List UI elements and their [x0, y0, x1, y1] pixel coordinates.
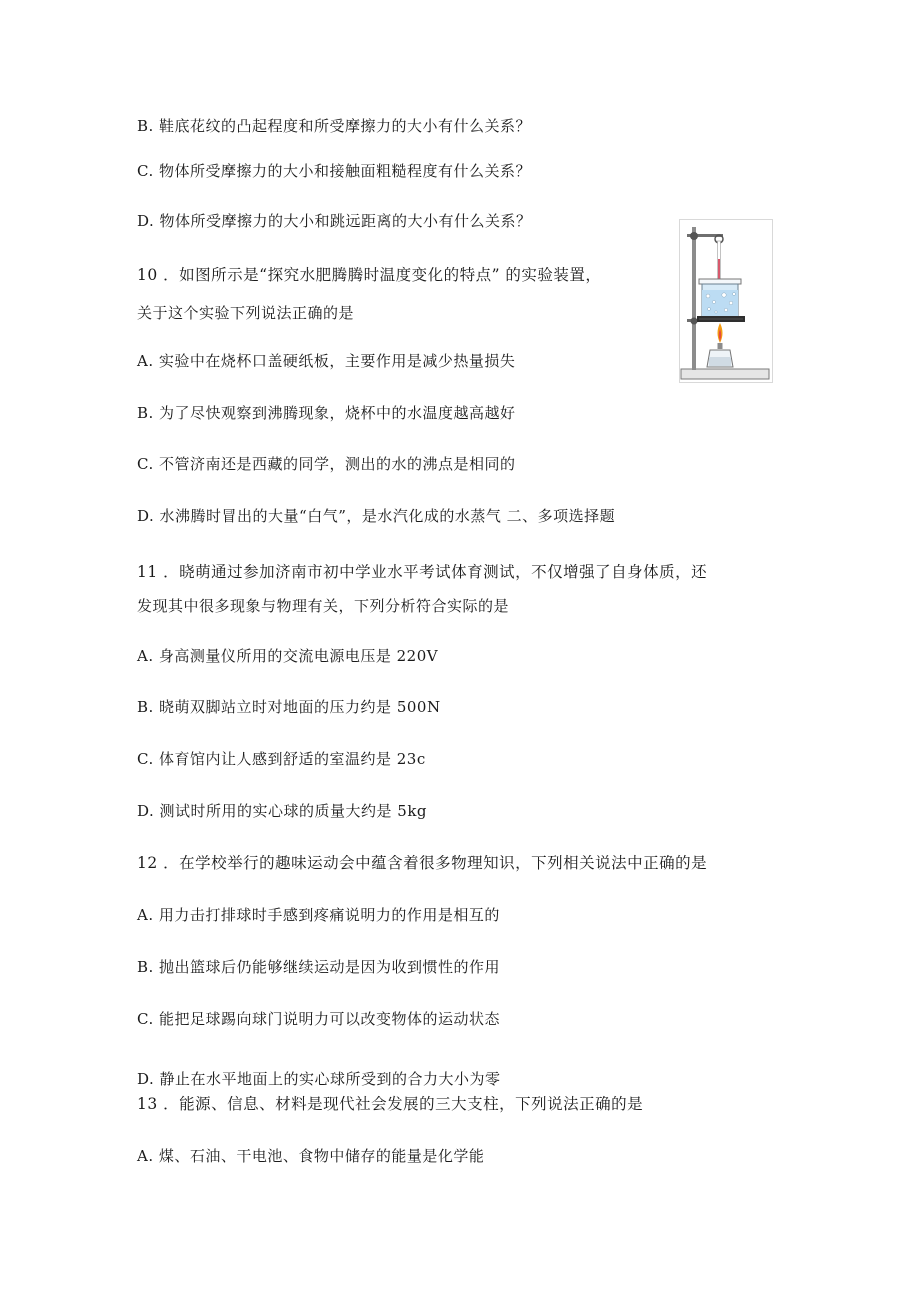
- q9-option-c: C. 物体所受摩擦力的大小和接触面粗糙程度有什么关系？: [137, 162, 531, 180]
- q9-option-d: D. 物体所受摩擦力的大小和跳远距离的大小有什么关系？: [137, 212, 532, 230]
- q12-option-d: D. 静止在水平地面上的实心球所受到的合力大小为零: [137, 1070, 501, 1088]
- stand-rod-icon: [692, 227, 696, 370]
- q10-option-d: D. 水沸腾时冒出的大量“白气”，是水汽化成的水蒸气 二、多项选择题: [137, 507, 616, 525]
- q10-option-a: A. 实验中在烧杯口盖硬纸板，主要作用是减少热量损失: [137, 352, 516, 370]
- q12-option-c: C. 能把足球踢向球门说明力可以改变物体的运动状态: [137, 1010, 500, 1028]
- q11-stem-line1: 11 ．晓萌通过参加济南市初中学业水平考试体育测试，不仅增强了自身体质，还: [137, 563, 708, 581]
- q11-option-a: A. 身高测量仪所用的交流电源电压是 220V: [137, 647, 439, 665]
- q11-option-c: C. 体育馆内让人感到舒适的室温约是 23c: [137, 750, 426, 768]
- q10-stem-line2: 关于这个实验下列说法正确的是: [137, 304, 355, 322]
- q11-stem-line2: 发现其中很多现象与物理有关，下列分析符合实际的是: [137, 597, 510, 615]
- q10-option-b: B. 为了尽快观察到沸腾现象，烧杯中的水温度越高越好: [137, 404, 516, 422]
- q10-stem-line1: 10 ．如图所示是“探究水肥腾腾时温度变化的特点” 的实验装置，: [137, 266, 602, 284]
- q13-stem: 13 ．能源、信息、材料是现代社会发展的三大支柱，下列说法正确的是: [137, 1095, 644, 1113]
- boiling-experiment-figure: [679, 219, 773, 383]
- q12-stem: 12 ．在学校举行的趣味运动会中蕴含着很多物理知识，下列相关说法中正确的是: [137, 854, 708, 872]
- q13-option-a: A. 煤、石油、干电池、食物中储存的能量是化学能: [137, 1147, 485, 1165]
- cardboard-lid-icon: [699, 279, 741, 284]
- q12-option-b: B. 抛出篮球后仍能够继续运动是因为收到惯性的作用: [137, 958, 501, 976]
- q11-option-b: B. 晓萌双脚站立时对地面的压力约是 500N: [137, 698, 441, 716]
- q10-option-c: C. 不管济南还是西藏的同学，测出的水的沸点是相同的: [137, 455, 516, 473]
- q12-option-a: A. 用力击打排球时手感到疼痛说明力的作用是相互的: [137, 906, 500, 924]
- q11-option-d: D. 测试时所用的实心球的质量大约是 5kg: [137, 802, 428, 820]
- q9-option-b: B. 鞋底花纹的凸起程度和所受摩擦力的大小有什么关系？: [137, 117, 532, 135]
- stand-base-icon: [681, 369, 769, 379]
